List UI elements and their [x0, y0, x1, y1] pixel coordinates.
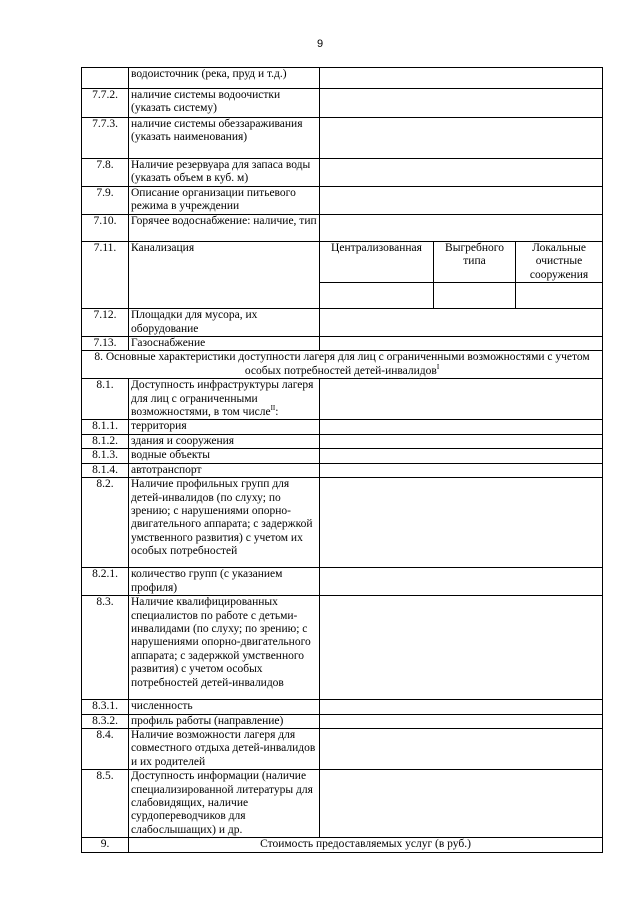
row-label: наличие системы водоочистки (указать систему) — [129, 89, 320, 118]
section-heading-row — [82, 838, 603, 852]
row-number: 8.3.2. — [82, 714, 129, 728]
sewerage-option-local-treatment: Локальные очистные сооружения — [516, 242, 603, 283]
row-label: Наличие профильных групп для детей-инвалидов (по слуху; по зрению; с нарушениями опорно-двигательного аппарата; с задержкой умственного развития) с учетом их особых потребностей — [129, 478, 320, 568]
table-row — [82, 187, 603, 215]
row-number: 8.1.4. — [82, 463, 129, 477]
value-cell[interactable] — [320, 187, 603, 215]
row-label: наличие системы обеззараживания (указать наименования) — [129, 118, 320, 159]
row-label: водоисточник (река, пруд и т.д.) — [129, 68, 320, 89]
row-number: 7.13. — [82, 337, 129, 351]
value-cell[interactable] — [516, 283, 603, 309]
value-cell[interactable] — [320, 434, 603, 448]
table-row — [82, 568, 603, 596]
footnote-mark: II — [270, 404, 276, 413]
row-label: численность — [129, 700, 320, 714]
row-label: профиль работы (направление) — [129, 714, 320, 728]
section-heading: Стоимость предоставляемых услуг (в руб.) — [129, 838, 603, 852]
row-number: 7.7.3. — [82, 118, 129, 159]
table-row — [82, 728, 603, 769]
footnote-mark: I — [436, 363, 440, 372]
table-row — [82, 89, 603, 118]
row-number: 7.10. — [82, 215, 129, 242]
row-number: 8.2. — [82, 478, 129, 568]
label-colon: : — [275, 406, 279, 419]
facility-info-table — [81, 67, 603, 853]
value-cell[interactable] — [320, 89, 603, 118]
value-cell[interactable] — [320, 215, 603, 242]
row-label: Канализация — [129, 242, 320, 309]
row-number: 7.8. — [82, 159, 129, 187]
value-cell[interactable] — [320, 568, 603, 596]
value-cell[interactable] — [320, 463, 603, 477]
page-number: 9 — [316, 38, 324, 50]
value-cell[interactable] — [320, 309, 603, 337]
value-cell[interactable] — [320, 478, 603, 568]
section-heading-row — [82, 351, 603, 379]
table-row — [82, 463, 603, 477]
row-number: 8.1.2. — [82, 434, 129, 448]
row-number: 8.5. — [82, 770, 129, 838]
value-cell[interactable] — [320, 283, 434, 309]
row-label — [129, 379, 320, 420]
value-cell[interactable] — [320, 118, 603, 159]
table-row — [82, 68, 603, 89]
table-row — [82, 215, 603, 242]
row-number: 8.1.1. — [82, 420, 129, 434]
table-row — [82, 449, 603, 463]
row-number: 8.3. — [82, 596, 129, 700]
row-number — [82, 68, 129, 89]
row-number: 7.9. — [82, 187, 129, 215]
row-label: Наличие резервуара для запаса воды (указать объем в куб. м) — [129, 159, 320, 187]
table-row — [82, 337, 603, 351]
row-label: Наличие квалифицированных специалистов по работе с детьми-инвалидами (по слуху; по зрению; с нарушениями опорно-двигательного аппарата; с задержкой умственного развития) с учетом особых потребностей детей-инвалидов — [129, 596, 320, 700]
value-cell[interactable] — [320, 770, 603, 838]
value-cell[interactable] — [320, 449, 603, 463]
section-heading-text: 8. Основные характеристики доступности лагеря для лиц с ограниченными возможностями с учетом особых потребностей детей-инвалидов — [94, 351, 590, 377]
table-row — [82, 596, 603, 700]
row-label: Газоснабжение — [129, 337, 320, 351]
row-label: Горячее водоснабжение: наличие, тип — [129, 215, 320, 242]
row-label: количество групп (с указанием профиля) — [129, 568, 320, 596]
table-row — [82, 770, 603, 838]
value-cell[interactable] — [320, 159, 603, 187]
sewerage-header-row — [82, 242, 603, 283]
value-cell[interactable] — [320, 420, 603, 434]
row-number: 7.11. — [82, 242, 129, 309]
sewerage-option-centralized: Централизованная — [320, 242, 434, 283]
row-label: Наличие возможности лагеря для совместного отдыха детей-инвалидов и их родителей — [129, 728, 320, 769]
row-number: 7.7.2. — [82, 89, 129, 118]
value-cell[interactable] — [320, 337, 603, 351]
row-number: 8.2.1. — [82, 568, 129, 596]
value-cell[interactable] — [320, 379, 603, 420]
value-cell[interactable] — [320, 596, 603, 700]
value-cell[interactable] — [320, 714, 603, 728]
value-cell[interactable] — [320, 728, 603, 769]
row-number: 8.3.1. — [82, 700, 129, 714]
table-row — [82, 434, 603, 448]
row-label: Площадки для мусора, их оборудование — [129, 309, 320, 337]
table-row — [82, 159, 603, 187]
section-heading — [82, 351, 603, 379]
table-row — [82, 420, 603, 434]
table-row — [82, 478, 603, 568]
row-label: территория — [129, 420, 320, 434]
row-label: Доступность информации (наличие специализированной литературы для слабовидящих, наличие сурдопереводчиков для слабослышащих) и др. — [129, 770, 320, 838]
value-cell[interactable] — [320, 68, 603, 89]
value-cell[interactable] — [434, 283, 516, 309]
table-row — [82, 379, 603, 420]
row-number: 8.1.3. — [82, 449, 129, 463]
table-row — [82, 700, 603, 714]
row-label: водные объекты — [129, 449, 320, 463]
row-number: 9. — [82, 838, 129, 852]
row-label: Описание организации питьевого режима в учреждении — [129, 187, 320, 215]
row-label: автотранспорт — [129, 463, 320, 477]
row-label-text: Доступность инфраструктуры лагеря для лиц с ограниченными возможностями, в том числе — [131, 379, 314, 419]
table-row — [82, 118, 603, 159]
row-label: здания и сооружения — [129, 434, 320, 448]
table-row — [82, 309, 603, 337]
value-cell[interactable] — [320, 700, 603, 714]
row-number: 7.12. — [82, 309, 129, 337]
row-number: 8.4. — [82, 728, 129, 769]
table-row — [82, 714, 603, 728]
sewerage-option-cesspool: Выгребного типа — [434, 242, 516, 283]
row-number: 8.1. — [82, 379, 129, 420]
